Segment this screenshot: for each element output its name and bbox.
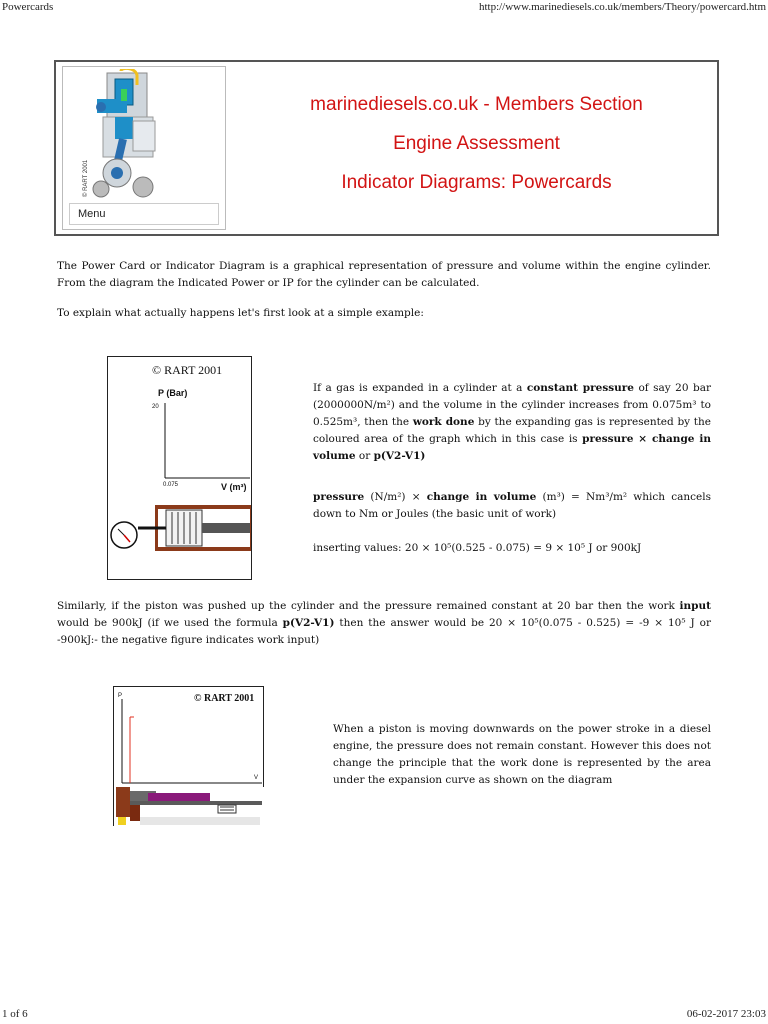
banner-titles (236, 62, 717, 234)
banner-logo-cell (62, 66, 226, 230)
example1-calculation: inserting values: 20 × 10⁵(0.525 - 0.075) = 9 × 10⁵ J or 900kJ (313, 542, 642, 554)
site-title: marinediesels.co.uk - Members Section (310, 94, 643, 115)
work-input-paragraph: Similarly, if the piston was pushed up the cylinder and the pressure remained constant at 20 bar then the work input would be 900kJ (if we used the formula p(V2-V1) then the answer would be 20 × 10⁵(0.075 - 0.525) = -9 × 10⁵ J or -900kJ:- the negative figure indicates work input) (57, 600, 711, 646)
figure1-copyright: © RART 2001 (152, 363, 223, 377)
section-title: Engine Assessment (393, 133, 560, 154)
intro-paragraph: The Power Card or Indicator Diagram is a graphical representation of pressure and volume within the engine cylinder. From the diagram the Indicated Power or IP for the cylinder can be calculated. (57, 260, 711, 289)
menu-label: Menu (78, 208, 106, 220)
logo-copyright: © RART 2001 (83, 159, 89, 197)
page-counter: 1 of 6 (2, 1008, 28, 1020)
figure2-x-label: V (254, 775, 259, 781)
diesel-power-stroke-paragraph: When a piston is moving downwards on the power stroke in a diesel engine, the pressure does not remain constant. However this does not change the principle that the work done is represented by the area under the expansion curve as shown on the diagram (333, 723, 711, 786)
example1-paragraph: If a gas is expanded in a cylinder at a constant pressure of say 20 bar (2000000N/m²) and the volume in the cylinder increases from 0.075m³ to 0.525m³, then the work done by the expanding gas is represented by the coloured area of the graph which in this case is pressure × change in volume or p(V2-V1) (313, 382, 712, 462)
constant-pressure-diagram (107, 356, 252, 580)
print-page-title: Powercards (2, 1, 54, 13)
site-banner (54, 60, 719, 236)
figure1-y-label: P (Bar) (158, 388, 188, 398)
figure2-y-label: P (118, 693, 123, 699)
page-title: Indicator Diagrams: Powercards (341, 172, 612, 193)
piston-rod (202, 523, 250, 533)
print-datetime: 06-02-2017 23:03 (686, 1008, 766, 1020)
figure1-x-label: V (m³) (221, 482, 247, 492)
expansion-graphic (114, 687, 265, 827)
engine-logo-image (77, 69, 167, 207)
figure1-y-tick: 20 (152, 404, 159, 410)
intro-example-paragraph: To explain what actually happens let's first look at a simple example: (57, 307, 424, 319)
print-footer (0, 1006, 768, 1024)
fuel-injector (118, 817, 126, 825)
cylinder-head (116, 787, 130, 817)
example1-units-paragraph: pressure (N/m²) × change in volume (m³) = Nm³/m² which cancels down to Nm or Joules (the basic unit of work) (313, 491, 711, 520)
diesel-expansion-diagram (113, 686, 264, 826)
print-page-url: http://www.marinediesels.co.uk/members/Theory/powercard.htm (478, 1, 766, 13)
pv-diagram-graphic (108, 357, 253, 581)
figure1-x-tick: 0.075 (163, 482, 179, 488)
print-header (0, 0, 768, 18)
connecting-rod (148, 793, 210, 801)
menu-link[interactable] (69, 203, 219, 225)
figure2-copyright: © RART 2001 (194, 693, 255, 704)
